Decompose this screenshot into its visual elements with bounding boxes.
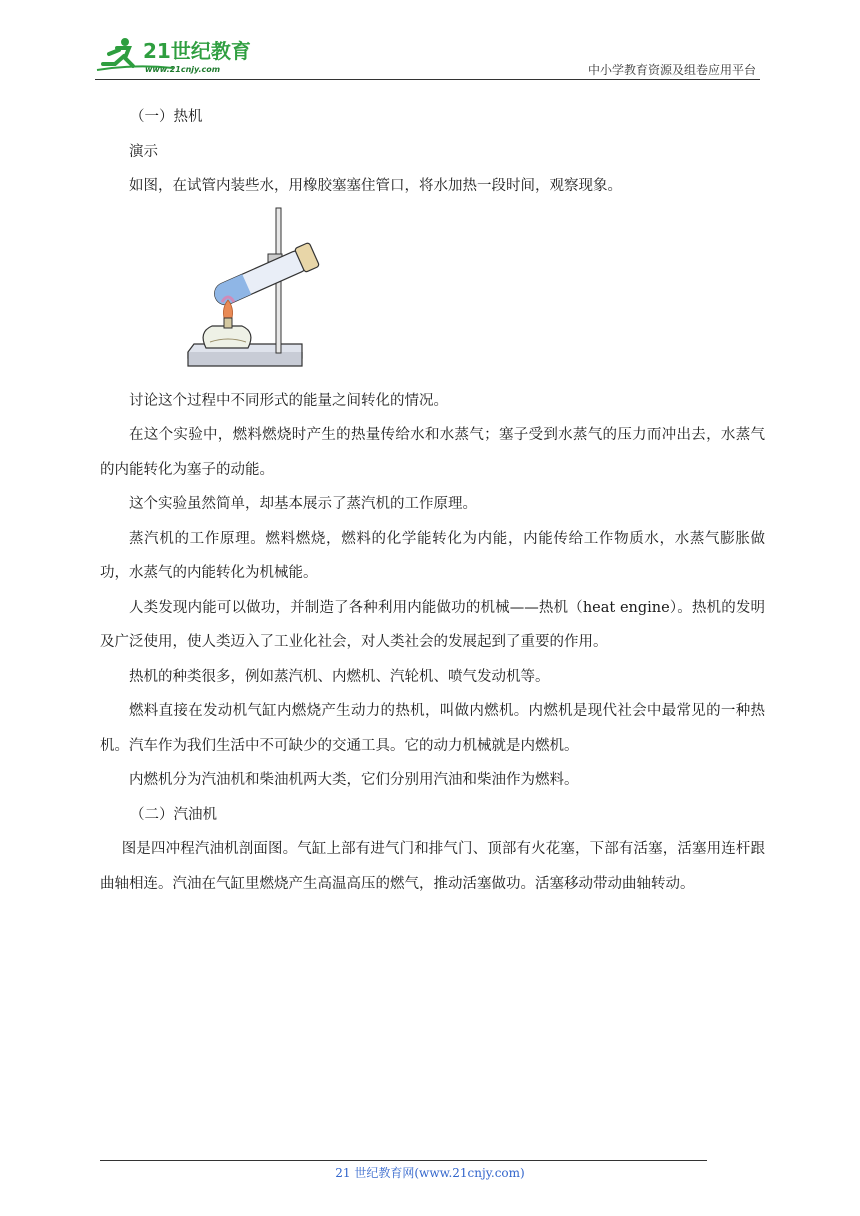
- site-logo[interactable]: [95, 34, 260, 76]
- demo-label: 演示: [129, 143, 158, 160]
- page-header: [95, 30, 760, 82]
- demo-instructions: 如图，在试管内装些水，用橡胶塞塞住管口，将水加热一段时间，观察现象。: [129, 178, 622, 194]
- footer-link[interactable]: 21 世纪教育网(www.21cnjy.com): [335, 1166, 525, 1180]
- header-divider: [95, 79, 760, 80]
- paragraph-four-stroke-engine: 图是四冲程汽油机剖面图。气缸上部有进气门和排气门、顶部有火花塞，下部有活塞，活塞用连杆跟曲轴相连。汽油在气缸里燃烧产生高温高压的燃气，推动活塞做功。活塞移动带动曲轴转动。: [100, 841, 765, 892]
- document-body: [100, 100, 765, 901]
- section-heading-heat-engine: （一）热机: [130, 109, 203, 125]
- paragraph-ice-categories: 内燃机分为汽油机和柴油机两大类，它们分别用汽油和柴油作为燃料。: [129, 772, 579, 788]
- paragraph-steam-engine-principle: 这个实验虽然简单，却基本展示了蒸汽机的工作原理。: [129, 496, 477, 512]
- experiment-figure: [100, 204, 765, 384]
- discussion-prompt: 讨论这个过程中不同形式的能量之间转化的情况。: [129, 392, 448, 409]
- logo-text: 21世纪教育: [143, 39, 251, 63]
- paragraph-internal-combustion: 燃料直接在发动机气缸内燃烧产生动力的热机，叫做内燃机。内燃机是现代社会中最常见的一种热机。汽车作为我们生活中不可缺少的交通工具。它的动力机械就是内燃机。: [100, 703, 765, 754]
- platform-title: 中小学教育资源及组卷应用平台: [587, 63, 756, 77]
- footer-divider: [100, 1160, 707, 1161]
- paragraph-heat-engine-definition: 人类发现内能可以做功，并制造了各种利用内能做功的机械——热机（heat engine）。热机的发明及广泛使用，使人类迈入了工业化社会，对人类社会的发展起到了重要的作用。: [100, 599, 765, 650]
- paragraph-heat-engine-types: 热机的种类很多，例如蒸汽机、内燃机、汽轮机、喷气发动机等。: [129, 668, 550, 685]
- logo-url: www.21cnjy.com: [145, 65, 221, 74]
- paragraph-experiment-explanation: 在这个实验中，燃料燃烧时产生的热量传给水和水蒸气；塞子受到水蒸气的压力而冲出去，水蒸气的内能转化为塞子的动能。: [100, 427, 765, 478]
- paragraph-steam-engine-working: 蒸汽机的工作原理。燃料燃烧，燃料的化学能转化为内能，内能传给工作物质水，水蒸气膨胀做功，水蒸气的内能转化为机械能。: [100, 530, 765, 581]
- section-heading-gasoline-engine: （二）汽油机: [130, 806, 217, 823]
- test-tube-apparatus-illustration: [184, 206, 324, 378]
